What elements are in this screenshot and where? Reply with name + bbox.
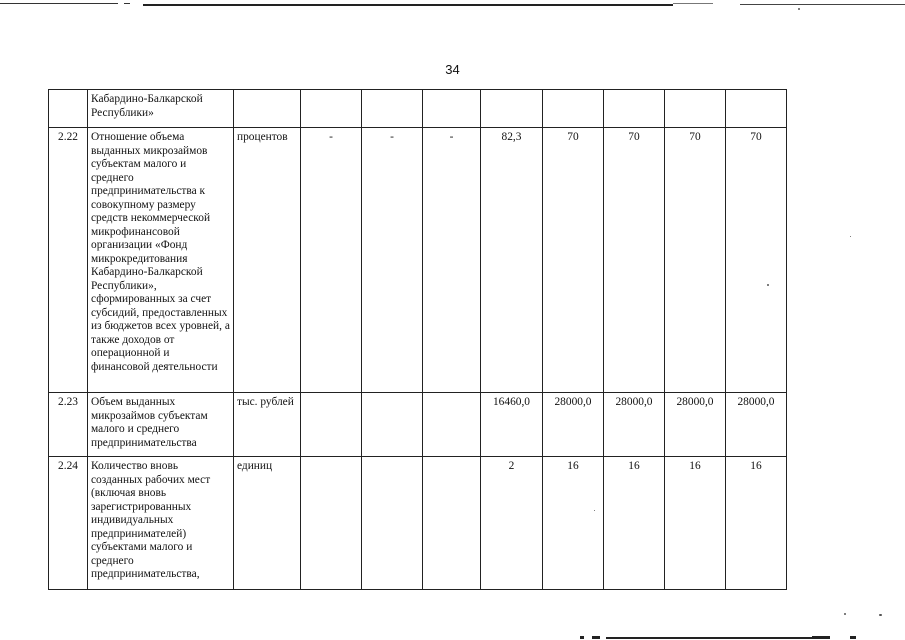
- value-cell: 16: [665, 457, 726, 590]
- value-cell: [301, 393, 362, 457]
- unit-cell: процентов: [234, 128, 301, 393]
- value-cell: 28000,0: [665, 393, 726, 457]
- value-cell: [362, 90, 423, 128]
- value-cell: 70: [543, 128, 604, 393]
- value-cell: [362, 457, 423, 590]
- value-cell: [362, 393, 423, 457]
- row-number: 2.23: [49, 393, 88, 457]
- value-cell: [423, 393, 481, 457]
- scan-speck: [879, 614, 882, 616]
- scan-artifact-top-line: [0, 3, 905, 5]
- indicator-name: Количество вновь созданных рабочих мест (включая вновь зарегистрированных индивидуальных предпринимателей) субъектами малого и среднего предпринимательства,: [88, 457, 234, 590]
- value-cell: 16460,0: [481, 393, 543, 457]
- indicator-name: Отношение объема выданных микрозаймов субъектам малого и среднего предпринимательства к совокупному размеру средств некоммерческой микрофинансовой организации «Фонд микрокредитования Кабардино-Балкарской Республики», сформированных за счет субсидий, предоставленных из бюджетов всех уровней, а также доходов от операционной и финансовой деятельности: [88, 128, 234, 393]
- value-cell: 28000,0: [604, 393, 665, 457]
- value-cell: 70: [726, 128, 787, 393]
- indicator-name: Кабардино-Балкарской Республики»: [88, 90, 234, 128]
- value-cell: -: [423, 128, 481, 393]
- value-cell: 82,3: [481, 128, 543, 393]
- page-number: 34: [445, 62, 460, 77]
- unit-cell: тыс. рублей: [234, 393, 301, 457]
- table-row: [49, 393, 787, 457]
- indicator-table: [48, 89, 787, 590]
- scan-speck: [594, 510, 595, 511]
- value-cell: [604, 90, 665, 128]
- table-row: [49, 457, 787, 590]
- value-cell: [301, 457, 362, 590]
- scan-speck: [798, 8, 800, 10]
- scan-artifact-bottom-line: [580, 633, 900, 640]
- unit-cell: [234, 90, 301, 128]
- row-number: 2.24: [49, 457, 88, 590]
- scan-speck: [844, 613, 846, 615]
- value-cell: 2: [481, 457, 543, 590]
- value-cell: 28000,0: [726, 393, 787, 457]
- scan-speck: [850, 236, 851, 237]
- value-cell: [301, 90, 362, 128]
- table-row: [49, 128, 787, 393]
- unit-cell: единиц: [234, 457, 301, 590]
- value-cell: [423, 90, 481, 128]
- value-cell: 16: [604, 457, 665, 590]
- value-cell: 70: [604, 128, 665, 393]
- value-cell: [423, 457, 481, 590]
- value-cell: 16: [543, 457, 604, 590]
- value-cell: 28000,0: [543, 393, 604, 457]
- value-cell: -: [362, 128, 423, 393]
- value-cell: [665, 90, 726, 128]
- value-cell: -: [301, 128, 362, 393]
- table-row: [49, 90, 787, 128]
- scan-speck: [767, 284, 769, 286]
- row-number: 2.22: [49, 128, 88, 393]
- value-cell: 70: [665, 128, 726, 393]
- row-number: [49, 90, 88, 128]
- value-cell: [543, 90, 604, 128]
- indicator-name: Объем выданных микрозаймов субъектам малого и среднего предпринимательства: [88, 393, 234, 457]
- value-cell: [481, 90, 543, 128]
- value-cell: 16: [726, 457, 787, 590]
- value-cell: [726, 90, 787, 128]
